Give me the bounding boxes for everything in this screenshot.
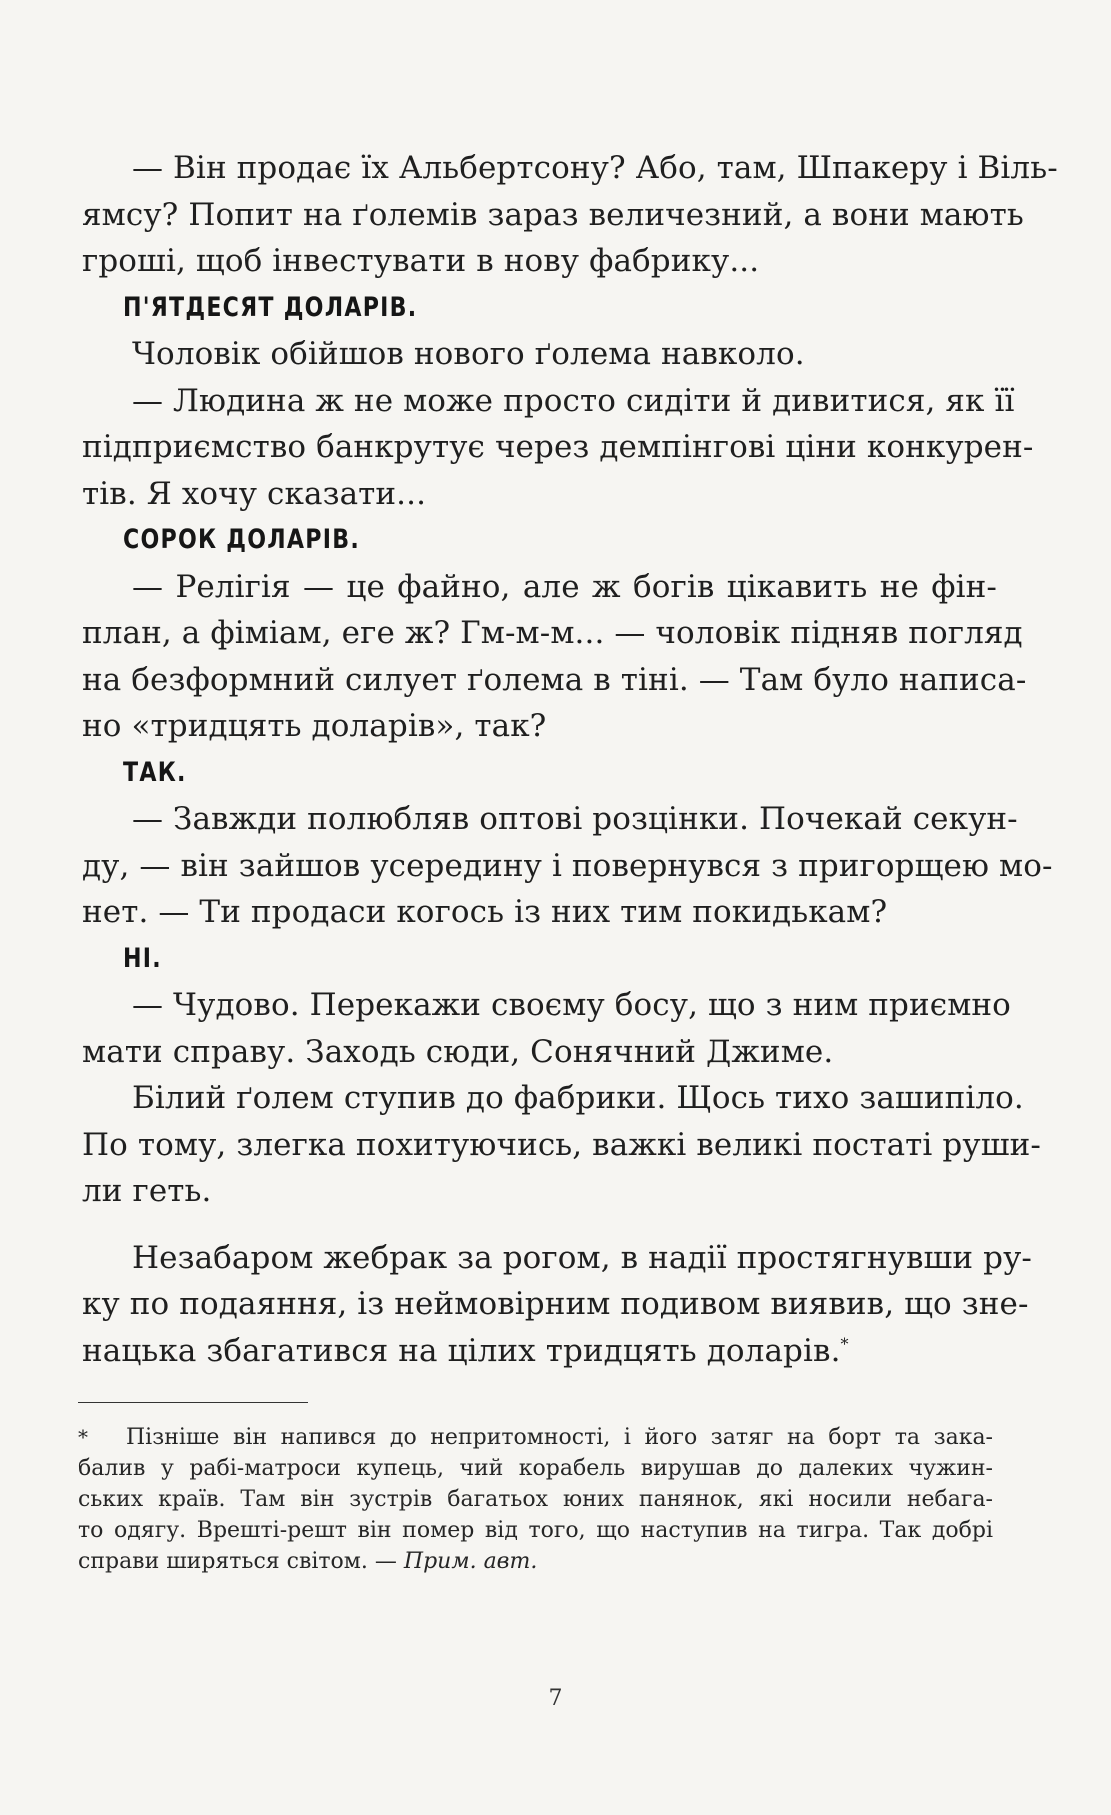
golem-speech: НІ. bbox=[123, 942, 162, 974]
text-line: план, а фіміам, еге ж? Гм-м-м... — чоловік підняв погляд bbox=[82, 615, 1023, 651]
text-line: ли геть. bbox=[82, 1173, 212, 1209]
golem-speech: ТАК. bbox=[123, 756, 187, 788]
footnote-line bbox=[78, 1546, 993, 1577]
text-line: но «тридцять доларів», так? bbox=[82, 708, 547, 744]
text-line: тів. Я хочу сказати... bbox=[82, 475, 427, 512]
footnote-divider bbox=[78, 1402, 308, 1403]
text-line: ду, — він зайшов усередину і повернувся з пригорщею мо- bbox=[82, 847, 1053, 884]
text-line: мати справу. Заходь сюди, Сонячний Джиме. bbox=[82, 1033, 834, 1070]
text-line: на безформний силует ґолема в тіні. — Там було написа- bbox=[82, 661, 1027, 698]
golem-speech: П'ЯТДЕСЯТ ДОЛАРІВ. bbox=[123, 291, 418, 323]
text-line: Чоловік обійшов нового ґолема навколо. bbox=[132, 336, 805, 372]
text-line-content: нацька збагатився на цілих тридцять доларів. bbox=[82, 1332, 841, 1369]
text-line: По тому, злегка похитуючись, важкі великі постаті руши- bbox=[82, 1126, 1041, 1163]
footnote bbox=[78, 1422, 993, 1577]
text-line: — Людина ж не може просто сидіти й дивитися, як її bbox=[132, 382, 1015, 419]
text-line: — Завжди полюбляв оптові розцінки. Почекай секун- bbox=[132, 801, 1018, 837]
text-line: Незабаром жебрак за рогом, в надії простягнувши ру- bbox=[132, 1239, 1032, 1276]
paragraph-gap bbox=[82, 1215, 997, 1235]
text-line: нет. — Ти продаси когось із них тим покидькам? bbox=[82, 894, 888, 930]
footnote-line: то одягу. Врешті-решт він помер від того, що наступив на тигра. Так добрі bbox=[78, 1518, 993, 1543]
golem-speech: СОРОК ДОЛАРІВ. bbox=[123, 524, 360, 555]
text-line bbox=[82, 1328, 997, 1375]
footnote-line-text: Пізніше він напився до непритомності, і його затяг на борт та зака- bbox=[126, 1425, 993, 1450]
text-line: ку по подаяння, із неймовірним подивом виявив, що зне- bbox=[82, 1286, 1029, 1322]
footnote-reference: * bbox=[840, 1334, 849, 1354]
footnote-line: ських країв. Там він зустрів багатьох юних панянок, які носили небага- bbox=[78, 1487, 993, 1512]
text-line: — Він продає їх Альбертсону? Або, там, Шпакеру і Віль- bbox=[132, 150, 1058, 186]
text-line: гроші, щоб інвестувати в нову фабрику... bbox=[82, 243, 760, 279]
footnote-line: балив у рабі-матроси купець, чий корабель вирушав до далеких чужин- bbox=[78, 1456, 993, 1481]
footnote-line bbox=[78, 1422, 993, 1453]
text-line: підприємство банкрутує через демпінгові ціни конкурен- bbox=[82, 429, 1034, 465]
page-number: 7 bbox=[548, 1686, 563, 1711]
text-line: Білий ґолем ступив до фабрики. Щось тихо зашипіло. bbox=[132, 1080, 1024, 1116]
footnote-mark: * bbox=[78, 1425, 88, 1449]
text-line: — Релігія — це файно, але ж богів цікавить не фін- bbox=[132, 568, 997, 605]
footnote-line-text: справи ширяться світом. — bbox=[78, 1549, 397, 1574]
footnote-attribution: Прим. авт. bbox=[403, 1549, 538, 1574]
text-line: ямсу? Попит на ґолемів зараз величезний, а вони мають bbox=[82, 196, 1024, 233]
book-page-body bbox=[82, 145, 1058, 1374]
text-line: — Чудово. Перекажи своєму босу, що з ним приємно bbox=[132, 987, 1011, 1023]
